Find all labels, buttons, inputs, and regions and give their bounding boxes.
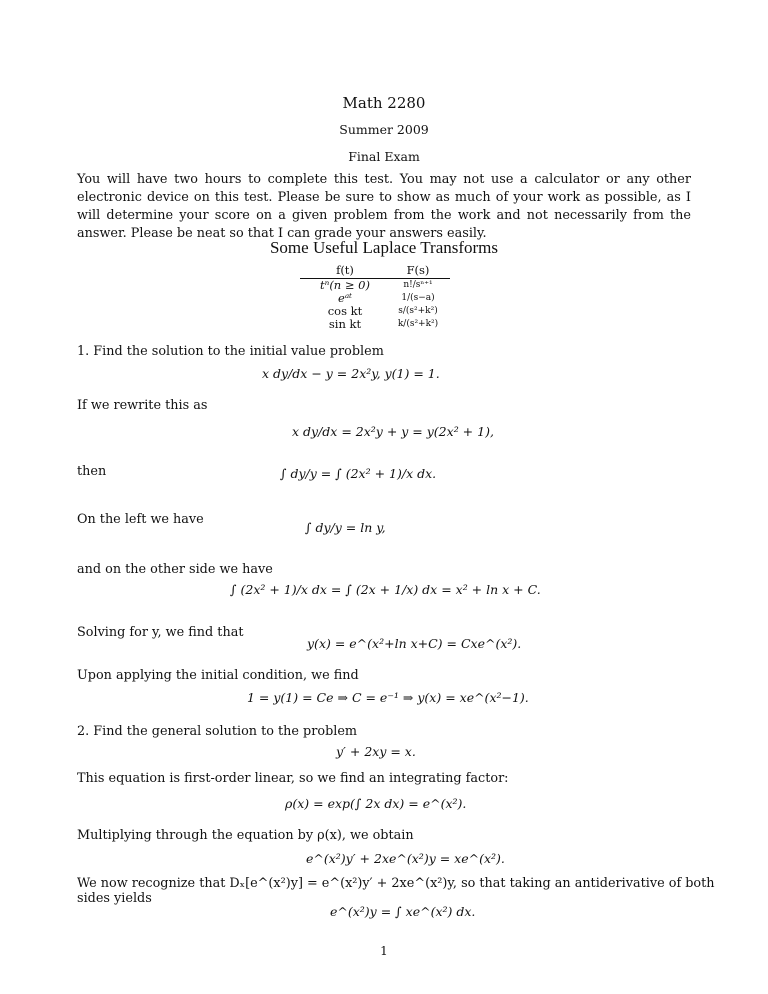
laplace-f: sin kt xyxy=(328,317,362,331)
p2-eq-antiderivative: e^(x²)y = ∫ xe^(x²) dx. xyxy=(330,904,476,919)
laplace-f: cos kt xyxy=(327,304,363,318)
laplace-row xyxy=(300,292,450,305)
p1-text-other: and on the other side we have xyxy=(77,562,273,577)
p1-text-solving: Solving for y, we find that xyxy=(77,625,244,640)
laplace-heading: Some Useful Laplace Transforms xyxy=(269,238,499,257)
p1-eq-left: ∫ dy/y = ln y, xyxy=(305,520,386,535)
p1-eq-solving: y(x) = e^(x²+ln x+C) = Cxe^(x²). xyxy=(307,636,522,651)
p1-text-rewrite: If we rewrite this as xyxy=(77,398,208,413)
laplace-row xyxy=(300,305,450,318)
laplace-f: eᵃᵗ xyxy=(338,291,352,305)
p1-eq-initial: 1 = y(1) = Ce ⇒ C = e⁻¹ ⇒ y(x) = xe^(x²−1). xyxy=(247,690,529,705)
p2-text-linear: This equation is first-order linear, so we find an integrating factor: xyxy=(77,771,509,786)
laplace-row xyxy=(300,279,450,292)
laplace-F: n!/sⁿ⁺¹ xyxy=(403,280,433,290)
laplace-row xyxy=(300,318,450,331)
problem-1-equation: x dy/dx − y = 2x²y, y(1) = 1. xyxy=(262,366,440,381)
laplace-f: tⁿ(n ≥ 0) xyxy=(320,278,370,292)
p1-eq-rewrite: x dy/dx = 2x²y + y = y(2x² + 1), xyxy=(292,424,494,439)
exam-name: Final Exam xyxy=(348,149,420,164)
exam-term: Summer 2009 xyxy=(339,122,429,137)
col-f-header: f(t) xyxy=(336,263,354,277)
p1-text-initial: Upon applying the initial condition, we find xyxy=(77,668,359,683)
page-title: Math 2280 xyxy=(342,94,426,112)
p2-eq-factor: ρ(x) = exp(∫ 2x dx) = e^(x²). xyxy=(285,796,467,811)
laplace-table xyxy=(300,264,450,331)
page-number: 1 xyxy=(380,944,388,958)
p2-text-recognize: We now recognize that Dₓ[e^(x²)y] = e^(x²)y′ + 2xe^(x²)y, so that taking an antiderivative of both sides yields xyxy=(77,876,715,906)
p1-eq-separate: ∫ dy/y = ∫ (2x² + 1)/x dx. xyxy=(280,466,437,481)
p1-text-left: On the left we have xyxy=(77,512,204,527)
laplace-F: 1/(s−a) xyxy=(401,293,435,303)
p2-text-multiply: Multiplying through the equation by ρ(x), we obtain xyxy=(77,828,414,843)
laplace-header-row xyxy=(300,264,450,279)
col-F-header: F(s) xyxy=(406,263,430,277)
p1-eq-other: ∫ (2x² + 1)/x dx = ∫ (2x + 1/x) dx = x² + ln x + C. xyxy=(230,582,541,597)
laplace-F: s/(s²+k²) xyxy=(398,306,438,316)
instructions: You will have two hours to complete this test. You may not use a calculator or any other electronic device on this test. Please be sure to show as much of your work as possible, as I will determine your score on a given problem from the work and not necessarily from the answer. Please be neat so that I can grade your answers easily. xyxy=(77,172,691,241)
problem-1-statement: 1. Find the solution to the initial value problem xyxy=(77,344,384,359)
problem-2-equation: y′ + 2xy = x. xyxy=(336,744,416,759)
p2-eq-multiply: e^(x²)y′ + 2xe^(x²)y = xe^(x²). xyxy=(306,851,505,866)
laplace-F: k/(s²+k²) xyxy=(397,319,439,329)
p1-text-then: then xyxy=(77,464,107,479)
problem-2-statement: 2. Find the general solution to the problem xyxy=(77,724,358,739)
